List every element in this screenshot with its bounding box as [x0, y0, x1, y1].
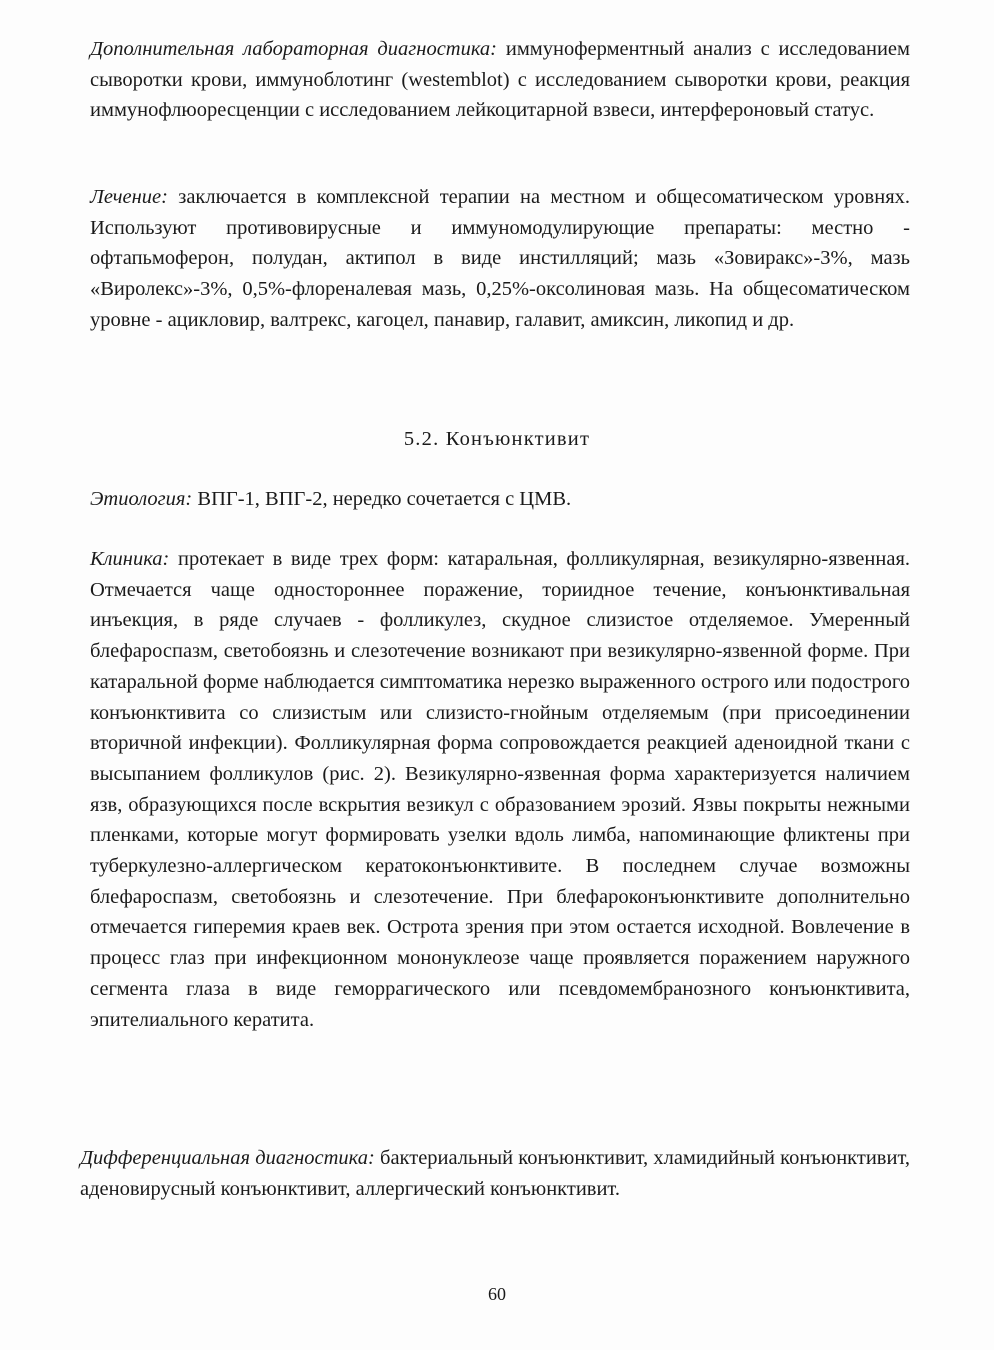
clinic-text: протекает в виде трех форм: катаральная, фолликулярная, везикулярно-язвенная. Отмечается чаще одностороннее поражение, ториидное течение, конъюнктивальная инъекция, в ряде случаев - фолликулез, скудное слизистое отделяемое. Умеренный блефароспазм, светобоязнь и слезотечение возникают при везикулярно-язвенной форме. При катаральной форме наблюдается симптоматика нерезко выраженного острого или подострого конъюнктивита со слизистым или слизисто-гнойным отделяемым (при присоединении вторичной инфекции). Фолликулярная форма сопровождается реакцией аденоидной ткани с высыпанием фолликулов (рис. 2). Везикулярно-язвенная форма характеризуется наличием язв, образующихся после вскрытия везикул с образованием эрозий. Язвы покрыты нежными пленками, которые могут формировать узелки вдоль лимба, напоминающие фликтены при туберкулезно-аллергическом кератоконъюнктивите. В последнем случае возможны блефароспазм, светобоязнь и слезотечение. При блефароконъюнктивите дополнительно отмечается гиперемия краев век. Острота зрения при этом остается исходной. Вовлечение в процесс глаз при инфекционном мононуклеозе чаще проявляется поражением наружного сегмента глаза в виде геморрагического или псевдомембранозного конъюнктивита, эпителиального кератита. [90, 548, 911, 1031]
etiology-lead: Этиология: [90, 488, 193, 510]
differential-text: бактериальный конъюнктивит, хламидийный конъюнктивит, аденовирусный конъюнктивит, аллергический конъюнктивит. [80, 1147, 910, 1200]
diagnostics-paragraph [90, 34, 910, 126]
diagnostics-text: иммуноферментный анализ с исследованием сыворотки крови, иммуноблотинг (westemblot) с исследованием сыворотки крови, реакция иммунофлюоресценции с исследованием лейкоцитарной взвеси, интерфероновый статус. [90, 38, 910, 122]
treatment-text: заключается в комплексной терапии на местном и общесоматическом уровнях. Используют противовирусные и иммуномодулирующие препараты: местно - офтапьмоферон, полудан, актипол в виде инстилляций; мазь «Зовиракс»-3%, мазь «Виролекс»-3%, 0,5%-флореналевая мазь, 0,25%-оксолиновая мазь. На общесоматическом уровне - ацикловир, валтрекс, кагоцел, панавир, галавит, амиксин, ликопид и др. [90, 186, 911, 331]
page-number: 60 [488, 1284, 506, 1304]
etiology-paragraph [90, 484, 910, 515]
etiology-text: ВПГ-1, ВПГ-2, нередко сочетается с ЦМВ. [197, 488, 572, 510]
differential-lead: Дифференциальная диагностика: [80, 1147, 375, 1169]
treatment-paragraph [90, 182, 910, 336]
section-heading: 5.2. Конъюнктивит [403, 428, 591, 450]
diagnostics-lead: Дополнительная лабораторная диагностика: [90, 38, 498, 60]
clinic-lead: Клиника: [90, 548, 170, 570]
clinic-paragraph [90, 544, 910, 1035]
treatment-lead: Лечение: [90, 186, 168, 208]
differential-paragraph [80, 1143, 910, 1204]
